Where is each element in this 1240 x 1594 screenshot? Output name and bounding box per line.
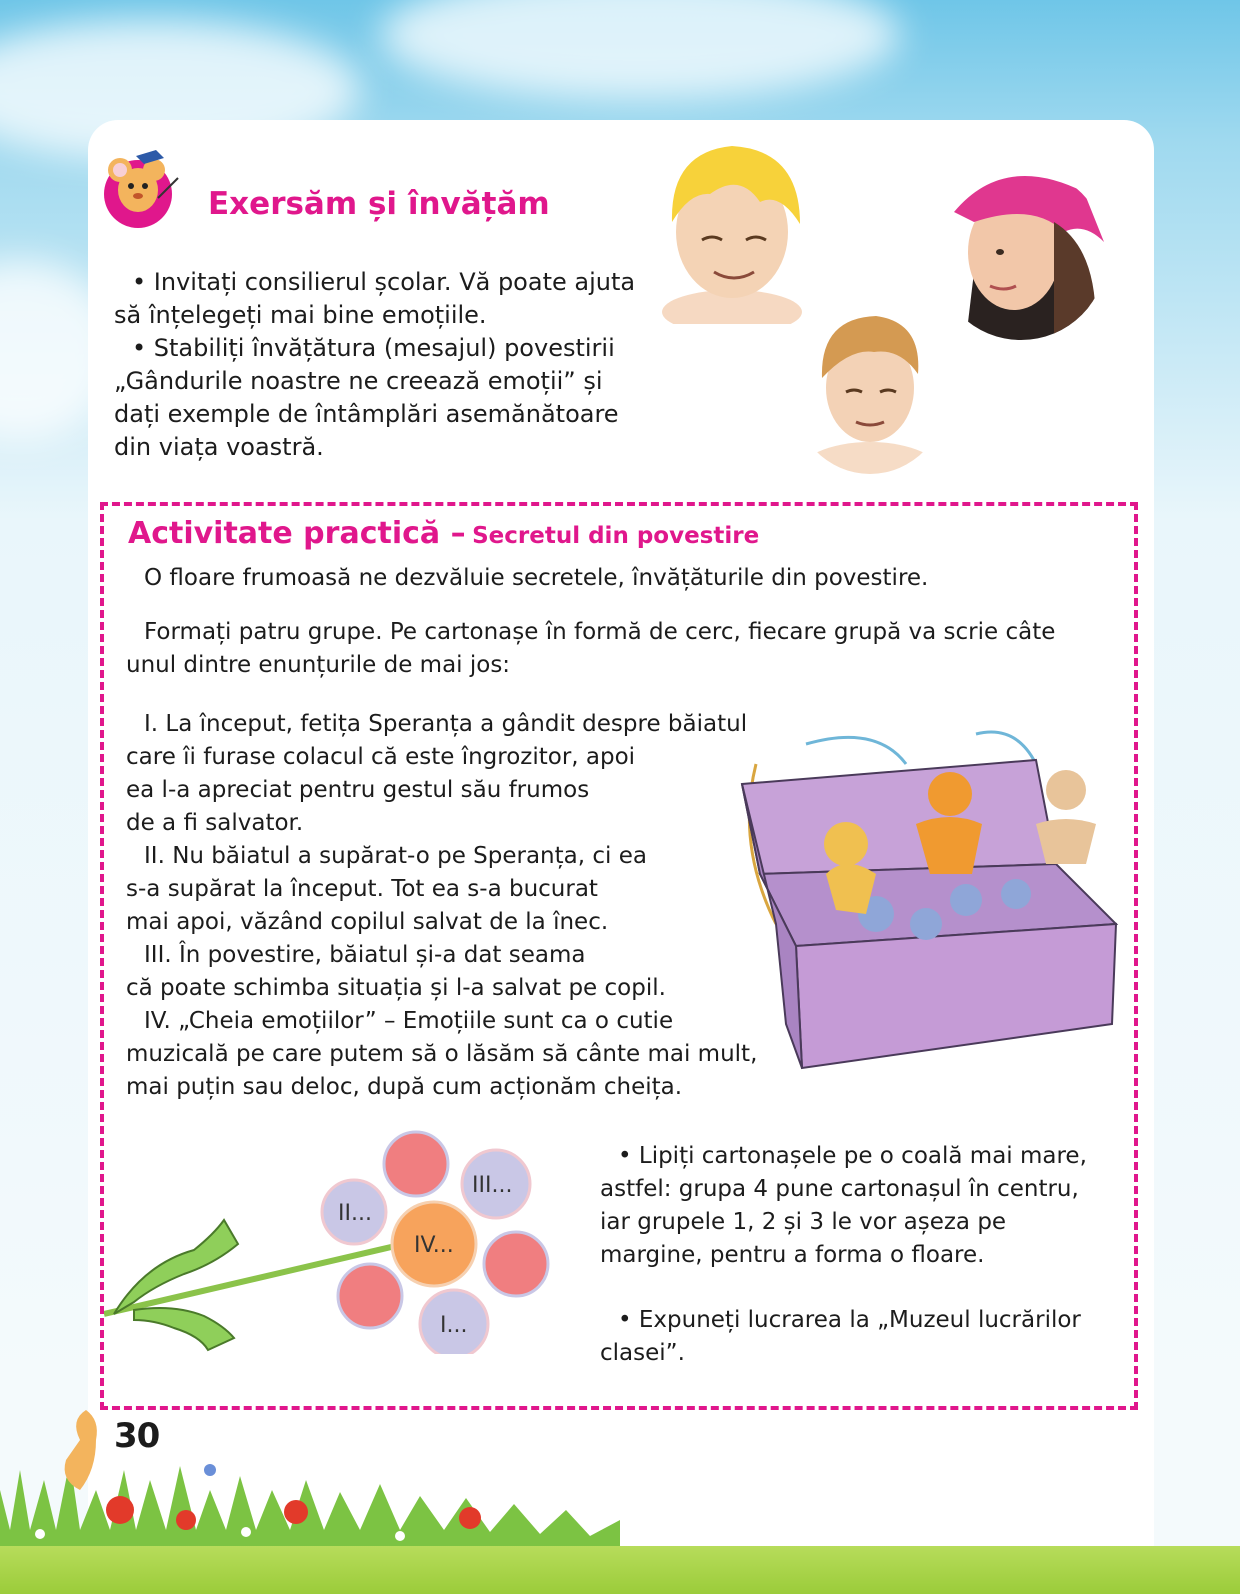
cloud-decoration [380,0,900,100]
intro-line: • Invitați consilierul școlar. Vă poate ajuta [132,268,636,296]
instructions-text [600,1140,1120,1370]
statements-list [126,708,776,1104]
ground-strip [0,1546,1240,1594]
instruction-line: astfel: grupa 4 pune cartonașul în centru, [600,1176,1079,1202]
instruction-line: • Expuneți lucrarea la „Muzeul lucrărilor [618,1307,1081,1333]
instruction-line: clasei”. [600,1340,685,1366]
page-number: 30 [114,1416,160,1456]
statement-line: III. În povestire, băiatul și-a dat seama [144,942,586,968]
music-box-illustration [716,724,1126,1074]
meadow-decoration [0,1380,620,1546]
statement-line: de a fi salvator. [126,810,304,836]
statement-line: IV. „Cheia emoțiilor” – Emoțiile sunt ca o cutie [144,1008,674,1034]
flower-label-center: IV... [414,1233,454,1258]
groups-line-text: Formați patru grupe. Pe cartonașe în formă de cerc, fiecare grupă va scrie câte [144,619,1056,645]
section-title: Exersăm și învățăm [208,186,550,222]
instruction-line: margine, pentru a forma o floare. [600,1242,985,1268]
statement-line: că poate schimba situația și l-a salvat pe copil. [126,975,666,1001]
intro-line: „Gândurile noastre ne creează emoții” și [114,367,603,395]
instruction-line: iar grupele 1, 2 și 3 le vor așeza pe [600,1209,1007,1235]
flower-petal [384,1132,448,1196]
intro-line: să înțelegeți mai bine emoțiile. [114,301,487,329]
statement-line: II. Nu băiatul a supărat-o pe Speranța, ci ea [144,843,647,869]
flower-label-bottom: I... [440,1313,468,1338]
statement-line: muzicală pe care putem să o lăsăm să cânte mai mult, [126,1041,758,1067]
flower-label-left: II... [338,1201,372,1226]
intro-line: • Stabiliți învățătura (mesajul) povestirii [132,334,615,362]
intro-text [114,266,654,464]
activity-title-sub: Secretul din povestire [472,523,760,549]
intro-line: din viața voastră. [114,433,324,461]
statement-line: mai puțin sau deloc, după cum acționăm cheița. [126,1074,683,1100]
mascot-mouse-icon [98,138,180,230]
flower-petal [338,1264,402,1328]
instruction-line: • Lipiți cartonașele pe o coală mai mare, [618,1143,1087,1169]
groups-line [126,616,1055,649]
activity-title [128,516,759,551]
statement-line: mai apoi, văzând copilul salvat de la înec. [126,909,609,935]
intro-line: dați exemple de întâmplări asemănătoare [114,400,619,428]
blond-boy-portrait [650,132,812,324]
statement-line: care îi furase colacul că este îngrozitor, apoi [126,744,636,770]
boy-brown-hair-portrait [790,308,950,476]
flower-petal [484,1232,548,1296]
statement-line: s-a supărat la început. Tot ea s-a bucurat [126,876,598,902]
groups-line: unul dintre enunțurile de mai jos: [126,652,511,678]
activity-title-main: Activitate practică – [128,516,466,551]
flower-diagram [104,1114,564,1354]
statement-line: I. La început, fetița Speranța a gândit despre băiatul [144,711,748,737]
flower-leaf [134,1308,234,1350]
activity-intro-text: O floare frumoasă ne dezvăluie secretele, învățăturile din povestire. [144,565,929,591]
statement-line: ea l-a apreciat pentru gestul său frumos [126,777,590,803]
activity-intro [126,562,928,595]
girl-pink-scarf-portrait [934,152,1108,356]
flower-label-right: III... [472,1173,513,1198]
